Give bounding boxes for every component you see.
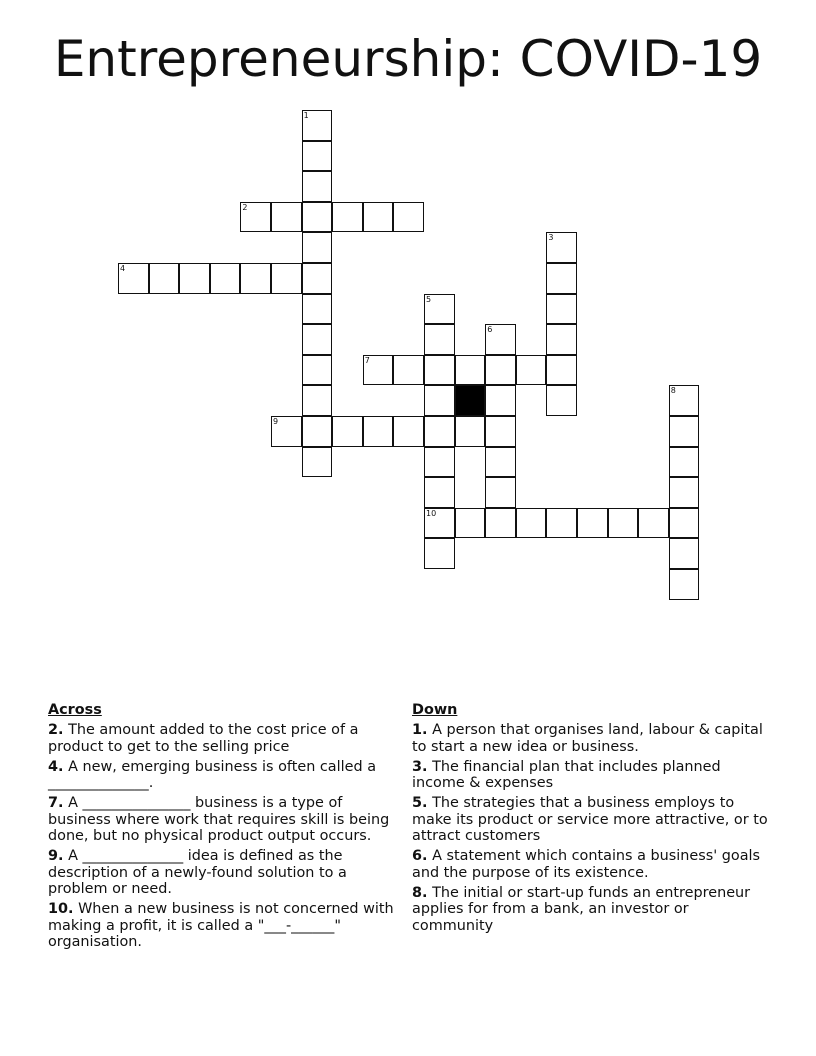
across-clue <box>48 759 408 792</box>
grid-cell[interactable] <box>240 263 271 294</box>
grid-cell[interactable] <box>393 416 424 447</box>
cell-number: 6 <box>487 325 493 335</box>
grid-cell[interactable] <box>302 263 333 294</box>
across-clue <box>48 795 408 844</box>
grid-cell[interactable] <box>363 355 394 386</box>
down-clue <box>412 795 772 844</box>
grid-cell[interactable] <box>485 416 516 447</box>
grid-cell[interactable] <box>393 355 424 386</box>
grid-cell[interactable] <box>424 538 455 569</box>
grid-cell[interactable] <box>485 508 516 539</box>
across-clues <box>48 702 408 954</box>
grid-cell[interactable] <box>302 110 333 141</box>
grid-cell[interactable] <box>485 447 516 478</box>
grid-cell[interactable] <box>546 355 577 386</box>
grid-cell[interactable] <box>302 416 333 447</box>
grid-cell[interactable] <box>424 355 455 386</box>
clue-text: The initial or start-up funds an entrepreneur applies for from a bank, an investor or community <box>412 884 751 934</box>
grid-cell[interactable] <box>118 263 149 294</box>
grid-cell[interactable] <box>485 477 516 508</box>
cell-number: 8 <box>670 386 676 396</box>
clue-text: A person that organises land, labour & capital to start a new idea or business. <box>412 722 763 755</box>
across-clue <box>48 901 408 950</box>
grid-cell[interactable] <box>271 202 302 233</box>
grid-cell[interactable] <box>302 141 333 172</box>
grid-cell[interactable] <box>546 385 577 416</box>
grid-cell[interactable] <box>424 416 455 447</box>
grid-cell[interactable] <box>424 294 455 325</box>
grid-cell[interactable] <box>546 508 577 539</box>
clue-number: 10. <box>48 901 74 918</box>
grid-cell[interactable] <box>669 477 700 508</box>
down-clue <box>412 759 772 792</box>
grid-cell[interactable] <box>546 294 577 325</box>
grid-cell[interactable] <box>302 355 333 386</box>
grid-cell[interactable] <box>363 416 394 447</box>
grid-cell[interactable] <box>302 385 333 416</box>
across-clue <box>48 722 408 755</box>
grid-cell[interactable] <box>669 538 700 569</box>
grid-cell[interactable] <box>455 508 486 539</box>
down-clue <box>412 885 772 934</box>
grid-cell[interactable] <box>149 263 180 294</box>
grid-cell[interactable] <box>424 447 455 478</box>
down-clues <box>412 702 772 938</box>
grid-cell[interactable] <box>302 202 333 233</box>
grid-cell[interactable] <box>669 508 700 539</box>
clue-text: A _______________ business is a type of business where work that requires skill is being done, but no physical product output occurs. <box>48 795 390 845</box>
black-cell <box>455 385 486 416</box>
grid-cell[interactable] <box>302 171 333 202</box>
grid-cell[interactable] <box>669 569 700 600</box>
cell-number: 5 <box>426 294 432 304</box>
grid-cell[interactable] <box>271 263 302 294</box>
clue-number: 8. <box>412 884 428 901</box>
clue-text: The strategies that a business employs to make its product or service more attractive, or to attract customers <box>412 795 768 845</box>
puzzle-title: Entrepreneurship: COVID-19 <box>53 30 763 88</box>
grid-cell[interactable] <box>424 477 455 508</box>
down-heading: Down <box>412 702 458 718</box>
grid-cell[interactable] <box>516 508 547 539</box>
clue-text: A statement which contains a business' goals and the purpose of its existence. <box>412 848 761 881</box>
grid-cell[interactable] <box>332 416 363 447</box>
clue-number: 2. <box>48 722 64 739</box>
clue-text: The amount added to the cost price of a product to get to the selling price <box>48 722 359 755</box>
grid-cell[interactable] <box>179 263 210 294</box>
across-heading: Across <box>48 702 102 718</box>
grid-cell[interactable] <box>424 385 455 416</box>
grid-cell[interactable] <box>393 202 424 233</box>
grid-cell[interactable] <box>577 508 608 539</box>
clue-text: When a new business is not concerned with making a profit, it is called a "___-______" organisation. <box>48 901 394 950</box>
clue-number: 7. <box>48 795 64 812</box>
grid-cell[interactable] <box>669 385 700 416</box>
clue-number: 5. <box>412 795 428 812</box>
cell-number: 3 <box>548 233 554 243</box>
grid-cell[interactable] <box>455 355 486 386</box>
cell-number: 1 <box>303 111 309 120</box>
clue-text: The financial plan that includes planned income & expenses <box>412 758 721 792</box>
clue-number: 9. <box>48 848 64 865</box>
grid-cell[interactable] <box>485 324 516 355</box>
cell-number: 4 <box>120 264 126 273</box>
grid-cell[interactable] <box>669 416 700 447</box>
grid-cell[interactable] <box>363 202 394 233</box>
down-clue <box>412 848 772 881</box>
grid-cell[interactable] <box>424 324 455 355</box>
grid-cell[interactable] <box>608 508 639 539</box>
grid-cell[interactable] <box>240 202 271 233</box>
grid-cell[interactable] <box>516 355 547 386</box>
grid-cell[interactable] <box>210 263 241 294</box>
across-clue <box>48 848 408 897</box>
grid-cell[interactable] <box>302 294 333 325</box>
clue-number: 3. <box>412 758 428 775</box>
grid-cell[interactable] <box>302 447 333 478</box>
grid-cell[interactable] <box>638 508 669 539</box>
down-clue <box>412 722 772 755</box>
grid-cell[interactable] <box>302 232 333 263</box>
grid-cell[interactable] <box>669 447 700 478</box>
grid-cell[interactable] <box>424 508 455 539</box>
grid-cell[interactable] <box>302 324 333 355</box>
grid-cell[interactable] <box>271 416 302 447</box>
clue-number: 1. <box>412 722 428 739</box>
cell-number: 10 <box>426 508 437 518</box>
grid-cell[interactable] <box>546 232 577 263</box>
clue-number: 4. <box>48 758 64 775</box>
grid-cell[interactable] <box>485 355 516 386</box>
grid-cell[interactable] <box>455 416 486 447</box>
grid-cell[interactable] <box>332 202 363 233</box>
clue-text: A ______________ idea is defined as the description of a newly-found solution to a problem or need. <box>48 848 347 897</box>
clue-text: A new, emerging business is often called a ______________. <box>48 758 377 792</box>
clue-number: 6. <box>412 848 428 865</box>
grid-cell[interactable] <box>546 263 577 294</box>
cell-number: 2 <box>242 202 248 212</box>
grid-cell[interactable] <box>485 385 516 416</box>
cell-number: 7 <box>364 355 370 365</box>
grid-cell[interactable] <box>546 324 577 355</box>
cell-number: 9 <box>273 417 279 426</box>
